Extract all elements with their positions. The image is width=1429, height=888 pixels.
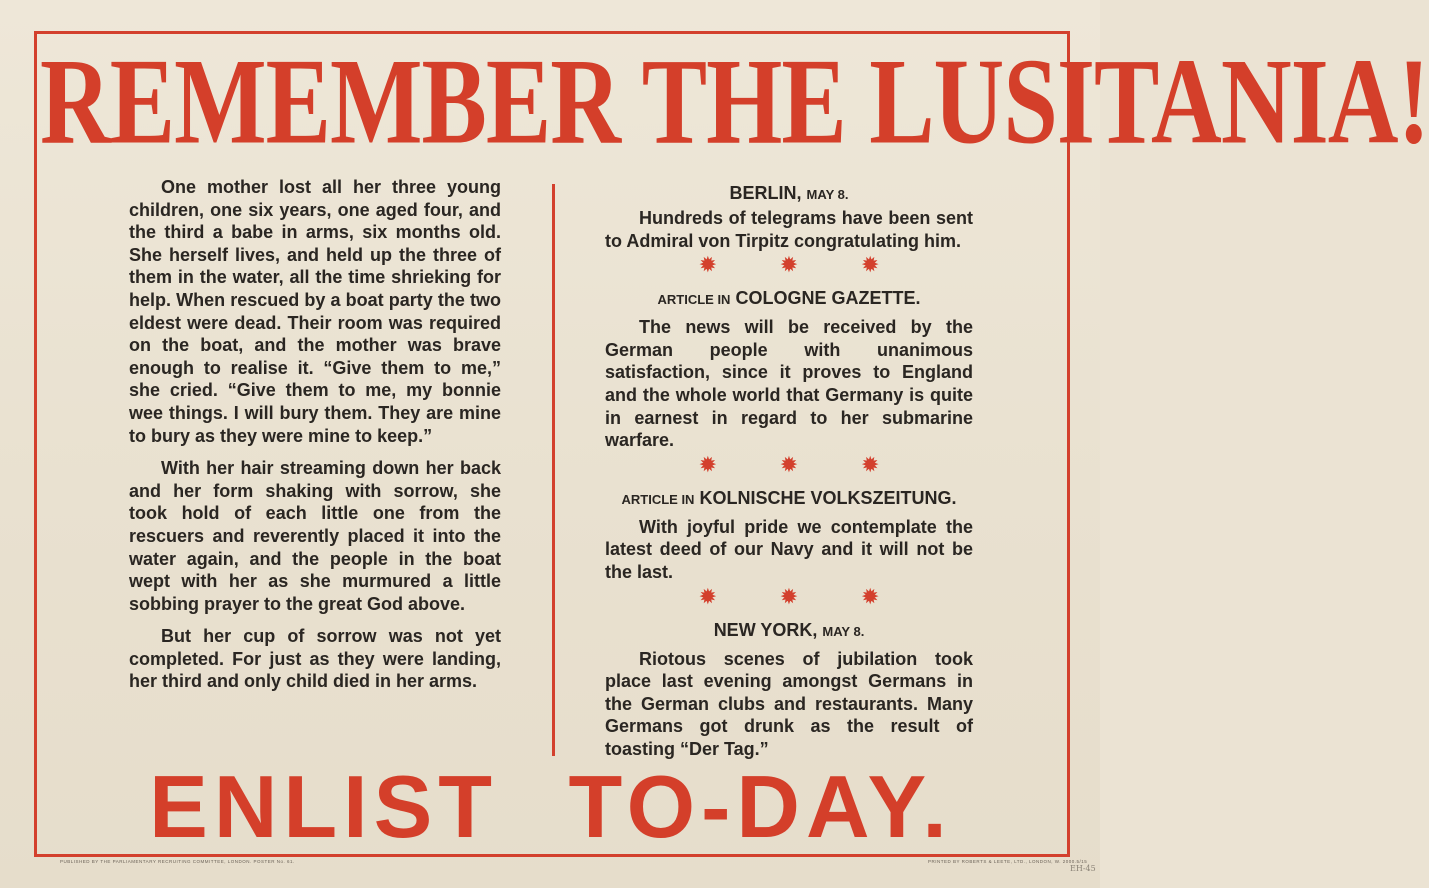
- right-column: [605, 181, 973, 761]
- berlin-text: Hundreds of telegrams have been sent to Admiral von Tirpitz congratulating him.: [605, 208, 973, 251]
- kolnische-heading: [605, 486, 973, 512]
- berlin-city: BERLIN,: [729, 183, 802, 203]
- paragraph-hair: With her hair streaming down her back and her form shaking with sorrow, she took hold of each little one from the rescuers and reverently placed it into the water again, and the people in the boat wept with her as she murmured a little sobbing prayer to the great God above.: [129, 458, 501, 614]
- star-divider: ✹ ✹ ✹: [699, 255, 879, 277]
- cologne-title: COLOGNE GAZETTE.: [735, 288, 921, 309]
- kolnische-text: With joyful pride we contemplate the latest deed of our Navy and it will not be the last.: [605, 516, 973, 582]
- kolnische-prefix: ARTICLE IN: [621, 491, 695, 507]
- star-divider: ✹ ✹ ✹: [699, 454, 879, 476]
- paragraph-mother: One mother lost all her three young children, one six years, one aged four, and the third a babe in arms, six months old. She herself lives, and held up the three of them in the water, all the time shrieking for help. When rescued by a boat party the two eldest were dead. Their room was required on the boat, and the mother was brave enough to realise it. “Give them to me,” she cried. “Give them to me, my bonnie wee things. I will bury them. They are mine to bury as they were mine to keep.”: [129, 177, 501, 446]
- newyork-text: Riotous scenes of jubilation took place last evening amongst Germans in the German clubs and restaurants. Many Germans got drunk as the result of toasting “Der Tag.”: [605, 648, 973, 759]
- berlin-heading: [605, 181, 973, 207]
- newyork-date: MAY 8.: [822, 623, 865, 639]
- berlin-date: MAY 8.: [806, 187, 849, 202]
- imprint-printer: PRINTED BY ROBERTS & LEETE, LTD., LONDON, W. 2000.5/15: [928, 859, 1088, 864]
- column-divider: [552, 184, 555, 756]
- pencil-note: EH-45: [1070, 864, 1096, 873]
- cologne-prefix: ARTICLE IN: [657, 292, 731, 308]
- kolnische-title: KOLNISCHE VOLKSZEITUNG.: [699, 487, 957, 508]
- left-column: [129, 176, 501, 693]
- cologne-text: The news will be received by the German people with unanimous satisfaction, since it proves to England and the whole world that Germany is quite in earnest in regard to her submarine warfare.: [605, 317, 973, 451]
- cologne-heading: [605, 286, 973, 312]
- star-divider: ✹ ✹ ✹: [699, 586, 879, 608]
- newyork-heading: [605, 618, 973, 644]
- newyork-city: NEW YORK,: [713, 619, 818, 640]
- imprint-publisher: PUBLISHED BY THE PARLIAMENTARY RECRUITING COMMITTEE, LONDON. POSTER No. 61.: [60, 859, 295, 864]
- enlist-footer: ENLIST TO-DAY.: [149, 757, 953, 856]
- paragraph-sorrow: But her cup of sorrow was not yet completed. For just as they were landing, her third and only child died in her arms.: [129, 626, 501, 692]
- headline: REMEMBER THE LUSITANIA!: [40, 35, 1429, 171]
